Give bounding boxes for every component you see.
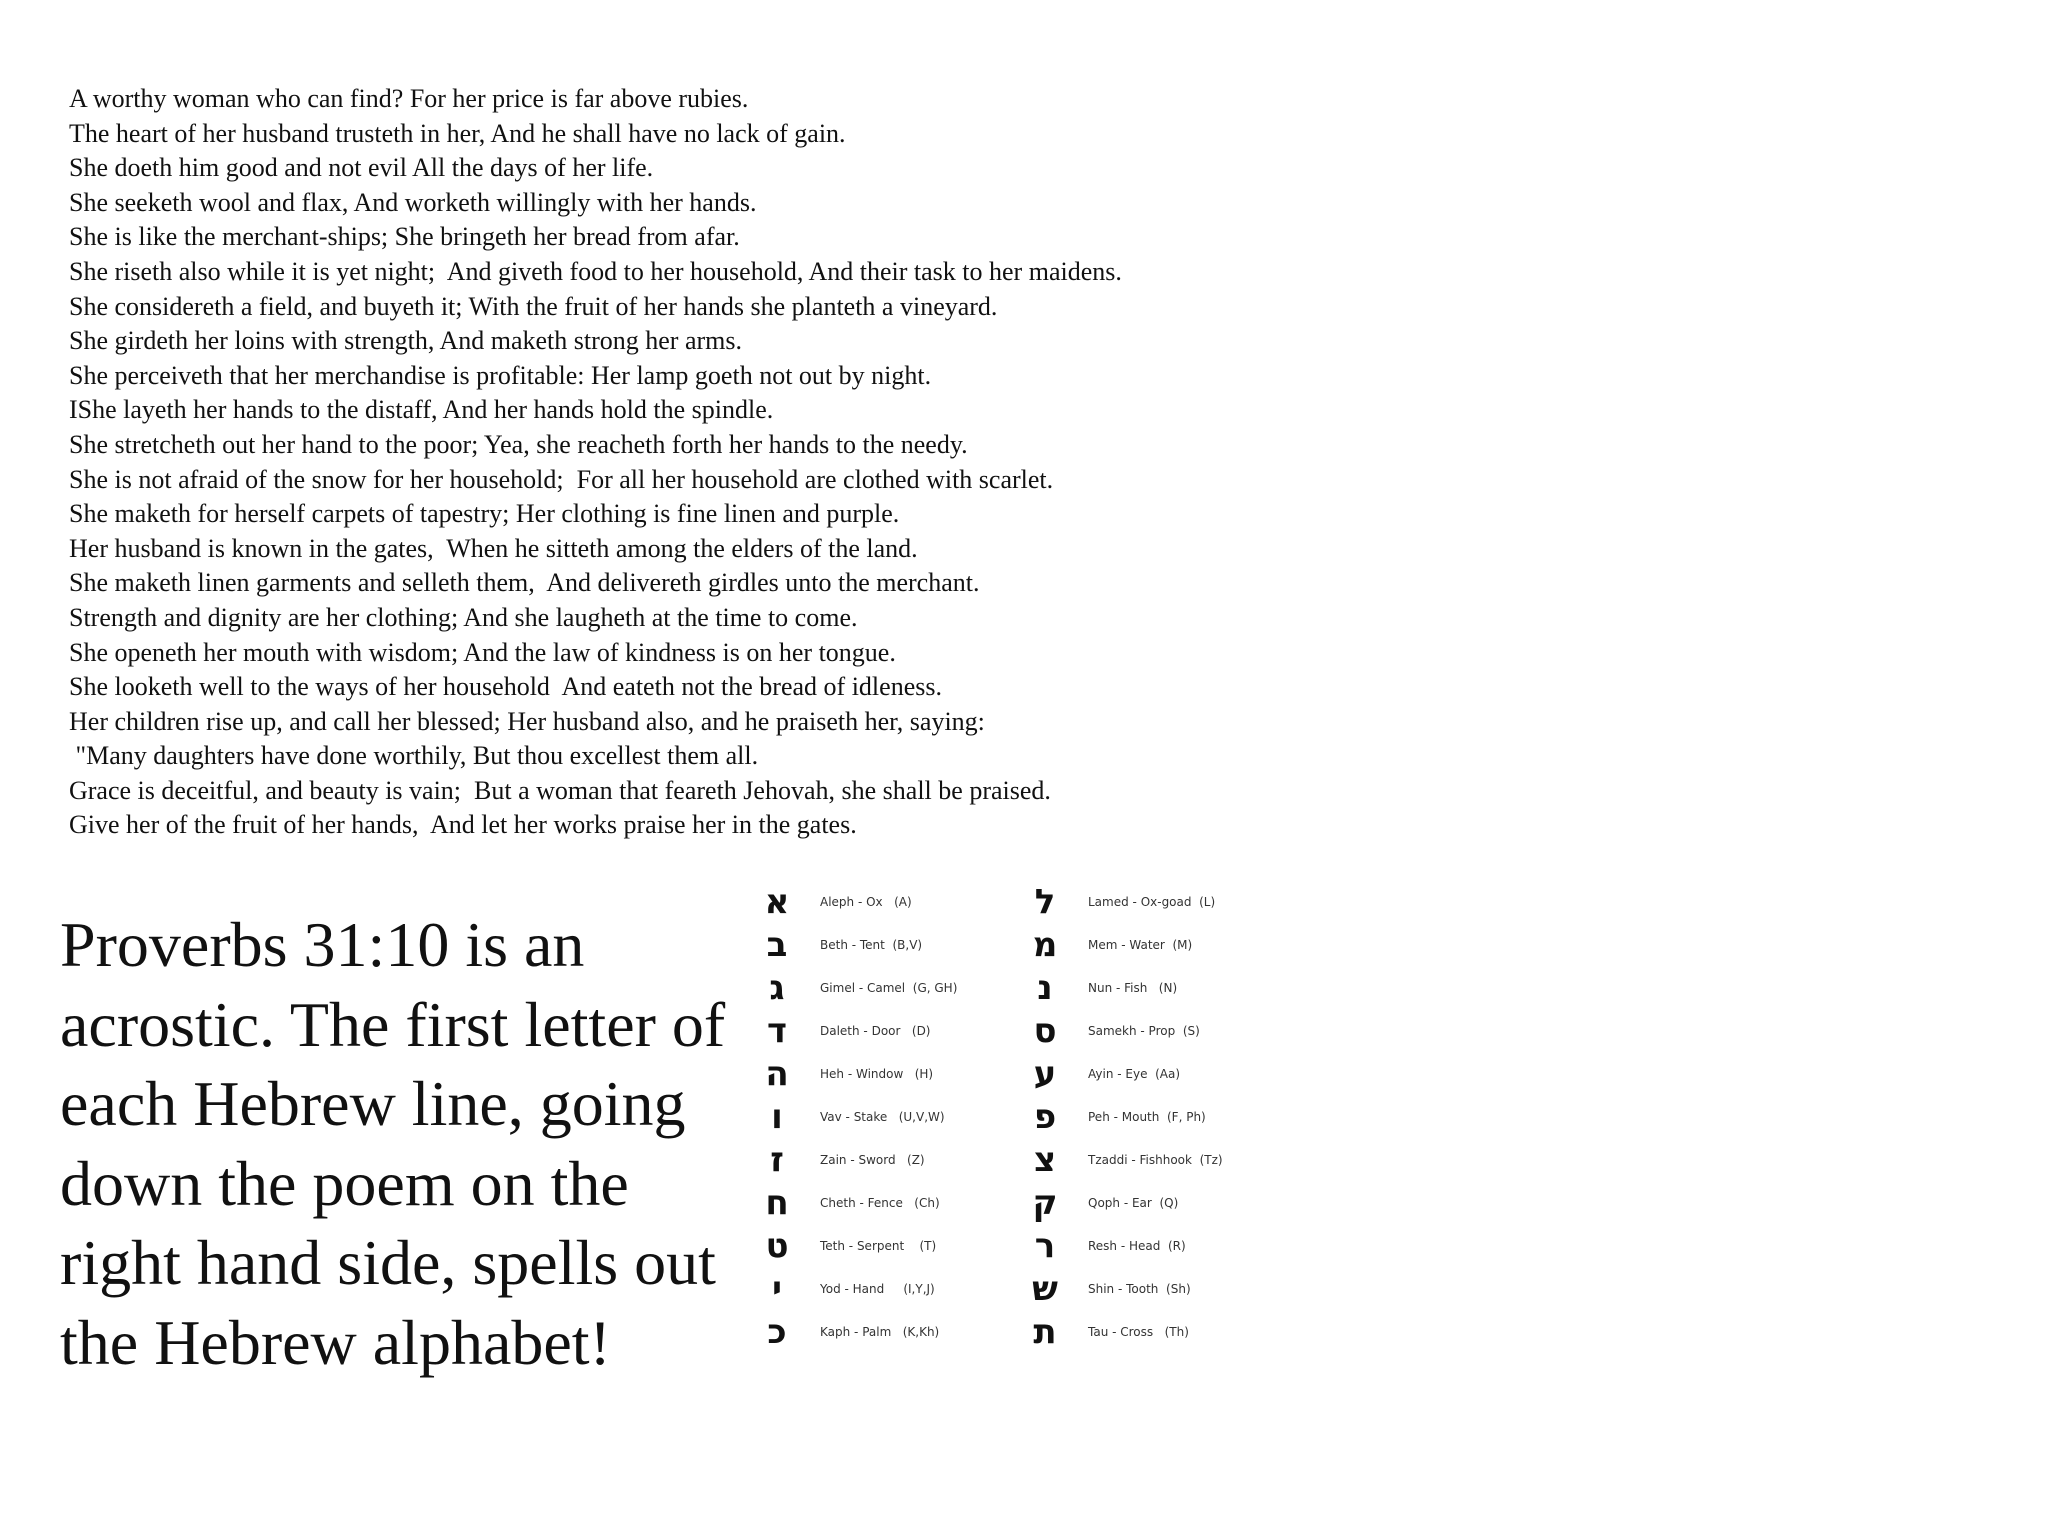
alphabet-row (1024, 1181, 1284, 1224)
poem-line: Grace is deceitful, and beauty is vain; But a woman that feareth Jehovah, she shall be praised. (69, 775, 1051, 805)
hebrew-letter: ב (766, 924, 788, 965)
letter-label: Tau - Cross (Th) (1088, 1324, 1189, 1339)
letter-label: Gimel - Camel (G, GH) (820, 980, 958, 995)
alphabet-row (756, 1052, 1016, 1095)
hebrew-letter: ר (1034, 1225, 1056, 1266)
letter-label: Qoph - Ear (Q) (1088, 1195, 1179, 1210)
poem-line: She considereth a field, and buyeth it; With the fruit of her hands she planteth a vineyard. (69, 291, 998, 321)
hebrew-letter: ז (770, 1139, 784, 1180)
hebrew-letter: ט (765, 1225, 789, 1266)
letter-label: Daleth - Door (D) (820, 1023, 931, 1038)
letter-label: Shin - Tooth (Sh) (1088, 1281, 1191, 1296)
hebrew-letter: ו (771, 1096, 783, 1137)
alphabet-row (756, 1009, 1016, 1052)
hebrew-letter: י (771, 1268, 782, 1309)
hebrew-letter: ש (1032, 1268, 1058, 1309)
alphabet-row (756, 1267, 1016, 1310)
poem-line: She maketh linen garments and selleth them, And delivereth girdles unto the merchant. (69, 568, 980, 598)
poem-line: Her husband is known in the gates, When he sitteth among the elders of the land. (69, 533, 918, 563)
acrostic-note: Proverbs 31:10 is an acrostic. The first letter of each Hebrew line, going down the poem on the right hand side, spells out the Hebrew alphabet! (60, 909, 726, 1378)
hebrew-letter: ג (769, 967, 785, 1008)
alphabet-row (1024, 1095, 1284, 1138)
hebrew-letter: ל (1034, 881, 1056, 922)
poem-line: She is like the merchant-ships; She bringeth her bread from afar. (69, 222, 740, 252)
letter-label: Nun - Fish (N) (1088, 980, 1178, 995)
alphabet-row (756, 1310, 1016, 1353)
alphabet-row (1024, 1052, 1284, 1095)
letter-label: Peh - Mouth (F, Ph) (1088, 1109, 1206, 1124)
poem-line: She stretcheth out her hand to the poor; Yea, she reacheth forth her hands to the needy. (69, 429, 968, 459)
poem-text (69, 82, 1369, 843)
poem-line: She looketh well to the ways of her household And eateth not the bread of idleness. (69, 672, 942, 702)
letter-label: Ayin - Eye (Aa) (1088, 1066, 1181, 1081)
alphabet-row (756, 923, 1016, 966)
letter-label: Aleph - Ox (A) (820, 894, 912, 909)
letter-label: Teth - Serpent (T) (820, 1238, 937, 1253)
alphabet-row (1024, 923, 1284, 966)
hebrew-letter: ת (1033, 1311, 1057, 1352)
letter-label: Samekh - Prop (S) (1088, 1023, 1200, 1038)
hebrew-letter: פ (1033, 1096, 1057, 1137)
poem-line: She perceiveth that her merchandise is profitable: Her lamp goeth not out by night. (69, 360, 932, 390)
hebrew-letter: כ (767, 1311, 787, 1352)
poem-line: Her children rise up, and call her blessed; Her husband also, and he praiseth her, saying: (69, 706, 985, 736)
alphabet-column-right (1024, 880, 1284, 1353)
alphabet-row (1024, 1009, 1284, 1052)
letter-label: Cheth - Fence (Ch) (820, 1195, 940, 1210)
hebrew-letter: ק (1032, 1182, 1058, 1223)
letter-label: Tzaddi - Fishhook (Tz) (1088, 1152, 1223, 1167)
alphabet-row (756, 1095, 1016, 1138)
letter-label: Mem - Water (M) (1088, 937, 1193, 952)
alphabet-row (1024, 880, 1284, 923)
poem-line: "Many daughters have done worthily, But thou excellest them all. (69, 741, 759, 771)
poem-line: She doeth him good and not evil All the days of her life. (69, 153, 654, 183)
alphabet-row (756, 1224, 1016, 1267)
poem-line: Give her of the fruit of her hands, And let her works praise her in the gates. (69, 810, 857, 840)
poem-line: IShe layeth her hands to the distaff, And her hands hold the spindle. (69, 395, 774, 425)
hebrew-letter: ח (765, 1182, 789, 1223)
letter-label: Yod - Hand (I,Y,J) (820, 1281, 935, 1296)
hebrew-letter: ס (1033, 1010, 1057, 1051)
letter-label: Kaph - Palm (K,Kh) (820, 1324, 940, 1339)
poem-line: She seeketh wool and flax, And worketh willingly with her hands. (69, 187, 757, 217)
poem-line: A worthy woman who can find? For her price is far above rubies. (69, 84, 749, 113)
poem-line: The heart of her husband trusteth in her, And he shall have no lack of gain. (69, 118, 846, 148)
alphabet-row (756, 1181, 1016, 1224)
hebrew-letter: א (764, 881, 790, 922)
hebrew-alphabet-chart (756, 880, 1276, 1400)
alphabet-row (1024, 1310, 1284, 1353)
alphabet-row (1024, 1267, 1284, 1310)
alphabet-row (756, 966, 1016, 1009)
letter-label: Resh - Head (R) (1088, 1238, 1186, 1253)
hebrew-letter: צ (1033, 1139, 1057, 1180)
letter-label: Heh - Window (H) (820, 1066, 934, 1081)
poem-line: She is not afraid of the snow for her household; For all her household are clothed with scarlet. (69, 464, 1054, 494)
letter-label: Beth - Tent (B,V) (820, 937, 923, 952)
hebrew-letter: ה (765, 1053, 789, 1094)
hebrew-letter: נ (1037, 967, 1053, 1008)
poem-line: She girdeth her loins with strength, And maketh strong her arms. (69, 326, 743, 356)
letter-label: Zain - Sword (Z) (820, 1152, 925, 1167)
poem-line: Strength and dignity are her clothing; And she laugheth at the time to come. (69, 602, 858, 632)
hebrew-letter: ד (767, 1010, 787, 1051)
alphabet-row (1024, 966, 1284, 1009)
alphabet-row (1024, 1224, 1284, 1267)
hebrew-letter: מ (1032, 924, 1058, 965)
alphabet-row (756, 880, 1016, 923)
poem-line: She maketh for herself carpets of tapestry; Her clothing is fine linen and purple. (69, 499, 900, 529)
poem-line: She riseth also while it is yet night; And giveth food to her household, And their task to her maidens. (69, 256, 1122, 286)
alphabet-row (756, 1138, 1016, 1181)
poem-line: She openeth her mouth with wisdom; And the law of kindness is on her tongue. (69, 637, 896, 667)
letter-label: Vav - Stake (U,V,W) (820, 1109, 945, 1124)
alphabet-row (1024, 1138, 1284, 1181)
hebrew-letter: ע (1033, 1053, 1057, 1094)
letter-label: Lamed - Ox-goad (L) (1088, 894, 1216, 909)
alphabet-column-left (756, 880, 1016, 1353)
